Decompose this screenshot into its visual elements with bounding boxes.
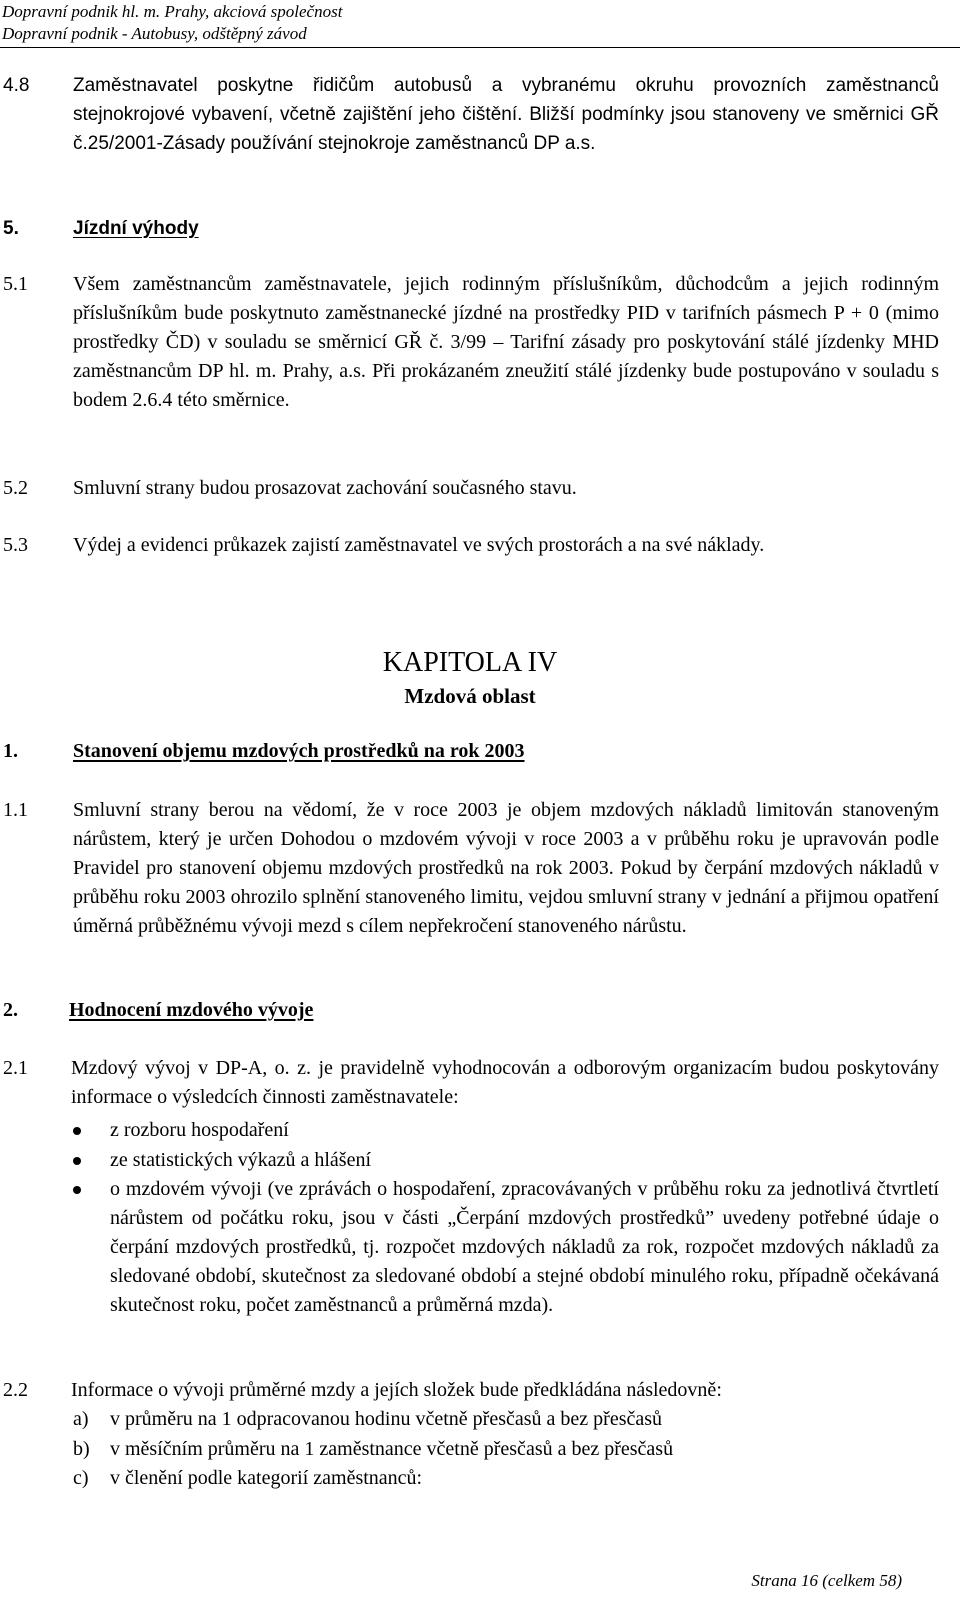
paragraph-2-2: Informace o vývoji průměrné mzdy a jejích složek bude předkládána následovně: <box>71 1379 722 1401</box>
paragraph-2-1: Mzdový vývoj v DP-A, o. z. je pravidelně vyhodnocován a odborovým organizacím budou poskytovány informace o výsledcích činnosti zaměstnavatele: <box>71 1057 939 1108</box>
section-number-5-3: 5.3 <box>3 534 28 556</box>
section-title-5: Jízdní výhody <box>73 218 199 239</box>
section-number-2: 2. <box>3 999 18 1021</box>
paragraph-4-8: Zaměstnavatel poskytne řidičům autobusů a vybranému okruhu provozních zaměstnanců stejnokrojové vybavení, včetně zajištění jeho čištění. Bližší podmínky jsou stanoveny ve směrnici GŘ č.25/2001-Zásady používání stejnokroje zaměstnanců DP a.s. <box>73 75 939 154</box>
section-title-2: Hodnocení mzdového vývoje <box>69 999 314 1021</box>
bullet-icon <box>73 1157 81 1165</box>
list-item <box>73 1435 673 1464</box>
section-number-2-1: 2.1 <box>3 1057 28 1079</box>
list-item-text: v průměru na 1 odpracovanou hodinu včetně přesčasů a bez přesčasů <box>110 1408 663 1430</box>
section-number-1-1: 1.1 <box>3 799 28 821</box>
paragraph-1-1: Smluvní strany berou na vědomí, že v roce 2003 je objem mzdových nákladů limitován stanoveným nárůstem, který je určen Dohodou o mzdovém vývoji v roce 2003 a v průběhu roku je upravován podle Pravidel pro stanovení objemu mzdových prostředků na rok 2003. Pokud by čerpání mzdových nákladů v průběhu roku 2003 ohrozilo splnění stanoveného limitu, vejdou smluvní strany v jednání a přijmou opatření úměrná průběžnému vývoji mezd s cílem nepřekročení stanoveného nárůstu. <box>73 799 939 937</box>
section-number-4-8: 4.8 <box>3 75 30 96</box>
paragraph-5-1: Všem zaměstnancům zaměstnavatele, jejich rodinným příslušníkům, důchodcům a jejich rodinným příslušníkům bude poskytnuto zaměstnanecké jízdné na prostředky PID v tarifních pásmech P + 0 (mimo prostředky ČD) v souladu se směrnicí GŘ č. 3/99 – Tarifní zásady pro poskytování stálé jízdenky MHD zaměstnancům DP hl. m. Prahy, a.s. Při prokázaném zneužití stálé jízdenky bude postupováno v souladu s bodem 2.6.4 této směrnice. <box>73 273 939 411</box>
header-division: Dopravní podnik - Autobusy, odštěpný závod <box>2 24 307 43</box>
list-item-label: b) <box>73 1438 90 1460</box>
list-item <box>73 1405 662 1434</box>
section-number-5: 5. <box>3 218 19 239</box>
header-company: Dopravní podnik hl. m. Prahy, akciová společnost <box>2 2 343 21</box>
section-number-5-2: 5.2 <box>3 477 28 499</box>
bullet-icon <box>73 1127 81 1135</box>
section-title-1: Stanovení objemu mzdových prostředků na rok 2003 <box>73 740 525 762</box>
section-number-2-2: 2.2 <box>3 1379 28 1401</box>
section-number-5-1: 5.1 <box>3 273 28 295</box>
chapter-title: KAPITOLA IV <box>382 647 558 678</box>
chapter-subtitle: Mzdová oblast <box>404 684 536 708</box>
bullet-icon <box>73 1186 81 1194</box>
list-item-text: o mzdovém vývoji (ve zprávách o hospodaření, zpracovávaných v průběhu roku za jednotlivá čtvrtletí nárůstem od počátku roku, jsou v části „Čerpání mzdových prostředků” uvedeny potřebné údaje o čerpání mzdových prostředků, tj. rozpočet mzdových nákladů za rok, rozpočet mzdových nákladů za sledované období, skutečnost za sledované období a stejné období minulého roku, případně očekávaná skutečnost roku, počet zaměstnanců a průměrná mzda). <box>110 1178 939 1316</box>
list-item <box>73 1464 422 1493</box>
list-item-text: z rozboru hospodaření <box>110 1119 289 1141</box>
list-item-text: v měsíčním průměru na 1 zaměstnance včetně přesčasů a bez přesčasů <box>110 1438 674 1460</box>
page-number: Strana 16 (celkem 58) <box>751 1571 902 1590</box>
list-item-label: a) <box>73 1408 89 1430</box>
list-item-text: ze statistických výkazů a hlášení <box>110 1149 372 1171</box>
paragraph-5-3: Výdej a evidenci průkazek zajistí zaměstnavatel ve svých prostorách a na své náklady. <box>73 534 765 556</box>
list-item-text: v členění podle kategorií zaměstnanců: <box>110 1467 423 1489</box>
section-number-1: 1. <box>3 740 18 762</box>
header-rule <box>0 47 960 48</box>
list-item-label: c) <box>73 1467 89 1489</box>
paragraph-5-2: Smluvní strany budou prosazovat zachování současného stavu. <box>73 477 577 499</box>
